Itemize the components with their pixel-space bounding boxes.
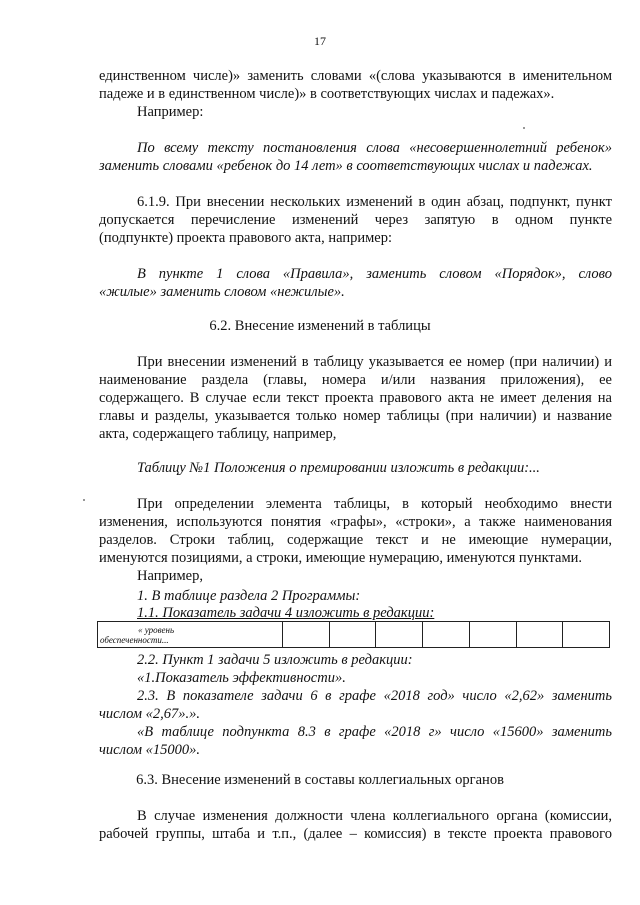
example1-line-1: По всему тексту постановления слова «несовершеннолетний ребенок» xyxy=(137,140,612,156)
example4-line-3: 2.2. Пункт 1 задачи 5 изложить в редакции: xyxy=(137,652,413,668)
elements-line-3: разделов. Строки таблиц, содержащие текст и не имеющие нумерации, xyxy=(99,532,612,548)
para62-line-4: главы и разделы, указывается только номер таблицы (при наличии) и название xyxy=(99,408,612,424)
example2-line-1: В пункте 1 слова «Правила», заменить словом «Порядок», слово xyxy=(137,266,612,282)
example4-line-1: 1. В таблице раздела 2 Программы: xyxy=(137,588,361,604)
para619-line-2: допускается перечисление изменений через запятую в одном пункте xyxy=(99,212,612,228)
table-cell xyxy=(376,622,423,648)
table-cell-line-1: « уровень xyxy=(138,624,175,635)
example4-line-2: 1.1. Показатель задачи 4 изложить в редакции: xyxy=(137,605,435,621)
table-cell xyxy=(516,622,563,648)
para619-line-3: (подпункте) проекта правового акта, например: xyxy=(99,230,393,246)
scan-speck xyxy=(83,499,85,501)
para62-line-5: акта, содержащего таблицу, например, xyxy=(99,426,337,442)
para62-line-1: При внесении изменений в таблицу указывается ее номер (при наличии) и xyxy=(137,354,612,370)
elements-line-5: Например, xyxy=(137,568,203,584)
para619-line-1: 6.1.9. При внесении нескольких изменений в один абзац, подпункт, пункт xyxy=(137,194,612,210)
table-cell-line-2: обеспеченности... xyxy=(100,634,169,645)
intro-line-1: единственном числе)» заменить словами «(слова указываются в именительном xyxy=(99,68,612,84)
table-cell xyxy=(469,622,516,648)
example3-line: Таблицу №1 Положения о премировании изложить в редакции:... xyxy=(137,460,540,476)
table-cell xyxy=(283,622,330,648)
elements-line-2: изменения, используются понятия «графы», «строки», а также наименования xyxy=(99,514,612,530)
para62-line-2: наименование раздела (главы, номера и/или названия приложения), ее xyxy=(99,372,612,388)
table-cell xyxy=(423,622,470,648)
intro-line-3: Например: xyxy=(137,104,204,120)
para63-line-2: рабочей группы, штаба и т.п., (далее – комиссия) в тексте проекта правового xyxy=(99,826,612,842)
table-row xyxy=(98,622,610,648)
section-heading-6-3: 6.3. Внесение изменений в составы коллегиальных органов xyxy=(136,772,504,788)
table-cell xyxy=(563,622,610,648)
example4-line-5b: числом «2,67».». xyxy=(99,706,201,722)
example1-line-2: заменить словами «ребенок до 14 лет» в соответствующих числах и падежах. xyxy=(99,158,593,174)
example2-line-2: «жилые» заменить словом «нежилые». xyxy=(99,284,345,300)
table-cell xyxy=(98,622,283,648)
table-cell xyxy=(329,622,376,648)
example4-line-6a: «В таблице подпункта 8.3 в графе «2018 г» число «15600» заменить xyxy=(137,724,612,740)
elements-line-4: именуются позициями, а строки, имеющие нумерацию, именуются пунктами. xyxy=(99,550,583,566)
example4-line-4: «1.Показатель эффективности». xyxy=(137,670,346,686)
example-table xyxy=(97,621,610,648)
page-number: 17 xyxy=(314,34,326,48)
example4-line-6b: числом «15000». xyxy=(99,742,201,758)
scan-speck xyxy=(523,127,525,129)
section-heading-6-2: 6.2. Внесение изменений в таблицы xyxy=(209,318,431,334)
para62-line-3: содержащего. В случае если текст проекта правового акта не имеет деления на xyxy=(99,390,612,406)
intro-line-2: падеже и в единственном числе)» в соответствующих числах и падежах». xyxy=(99,86,555,102)
elements-line-1: При определении элемента таблицы, в который необходимо внести xyxy=(137,496,612,512)
para63-line-1: В случае изменения должности члена коллегиального органа (комиссии, xyxy=(137,808,612,824)
example4-line-5a: 2.3. В показателе задачи 6 в графе «2018 год» число «2,62» заменить xyxy=(137,688,612,704)
